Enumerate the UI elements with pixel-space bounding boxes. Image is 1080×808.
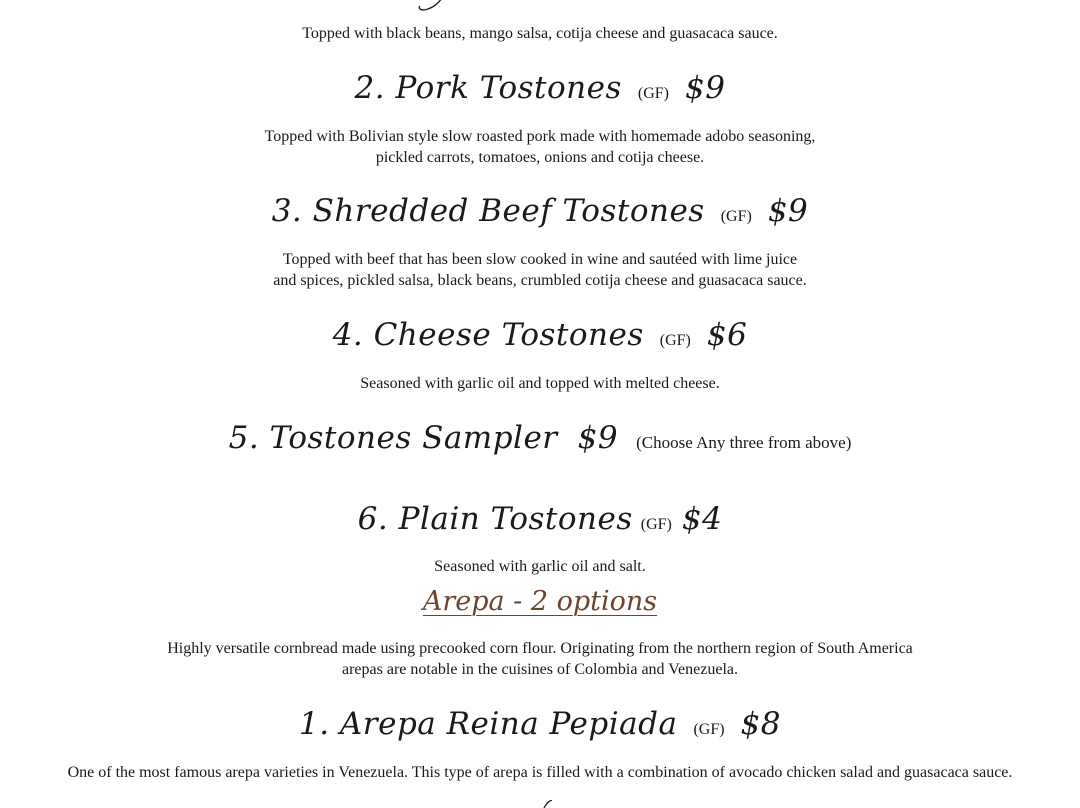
cropped-script-glyph (540, 800, 554, 808)
menu-item-cheese-tostones (0, 317, 1080, 353)
description-line: and spices, pickled salsa, black beans, crumbled cotija cheese and guasacaca sauce. (273, 272, 807, 289)
item-3-description (0, 249, 1080, 291)
item-name: 2. Pork Tostones (354, 70, 622, 106)
description-line: Highly versatile cornbread made using precooked corn flour. Originating from the northern region of South America (167, 640, 913, 657)
description-line: Topped with black beans, mango salsa, cotija cheese and guasacaca sauce. (302, 25, 778, 42)
item-price: $9 (685, 70, 726, 106)
description-line: arepas are notable in the cuisines of Colombia and Venezuela. (341, 661, 738, 678)
description-line: Seasoned with garlic oil and salt. (434, 558, 646, 575)
item-name: 3. Shredded Beef Tostones (271, 193, 705, 229)
item-1-description (0, 23, 1080, 44)
menu-item-arepa-reina-pepiada (0, 706, 1080, 742)
menu-item-plain-tostones (0, 501, 1080, 537)
item-name: 1. Arepa Reina Pepiada (298, 706, 678, 742)
item-4-description (0, 373, 1080, 394)
item-2-description (0, 126, 1080, 168)
menu-item-tostones-sampler (0, 420, 1080, 456)
description-line: Topped with beef that has been slow cooked in wine and sautéed with lime juice (282, 251, 798, 268)
item-6-description (0, 556, 1080, 577)
menu-item-pork-tostones (0, 70, 1080, 106)
gluten-free-tag: (GF) (640, 516, 672, 533)
item-price: $8 (740, 706, 781, 742)
item-price: $4 (681, 501, 723, 537)
item-name: 6. Plain Tostones (357, 501, 633, 537)
item-price: $9 (577, 420, 619, 456)
section-title-arepa (0, 586, 1080, 617)
menu-item-shredded-beef-tostones (0, 193, 1080, 229)
description-line: One of the most famous arepa varieties in Venezuela. This type of arepa is filled with a combination of avocado chicken salad and guasacaca sauce. (67, 764, 1013, 781)
gluten-free-tag: (GF) (637, 85, 669, 102)
item-price: $9 (767, 193, 809, 229)
section-title-text: Arepa - 2 options (422, 586, 658, 617)
description-line: Seasoned with garlic oil and topped with melted cheese. (360, 375, 720, 392)
arepa-1-description (0, 762, 1080, 783)
item-price: $6 (706, 317, 748, 353)
item-name: 5. Tostones Sampler (228, 420, 558, 456)
gluten-free-tag: (GF) (659, 332, 691, 349)
item-name: 4. Cheese Tostones (332, 317, 644, 353)
description-line: pickled carrots, tomatoes, onions and cotija cheese. (375, 149, 705, 166)
cropped-script-flourish (416, 0, 456, 14)
item-note: (Choose Any three from above) (636, 433, 852, 452)
gluten-free-tag: (GF) (720, 208, 752, 225)
arepa-section-description (0, 638, 1080, 680)
description-line: Topped with Bolivian style slow roasted pork made with homemade adobo seasoning, (264, 128, 816, 145)
gluten-free-tag: (GF) (693, 721, 725, 738)
